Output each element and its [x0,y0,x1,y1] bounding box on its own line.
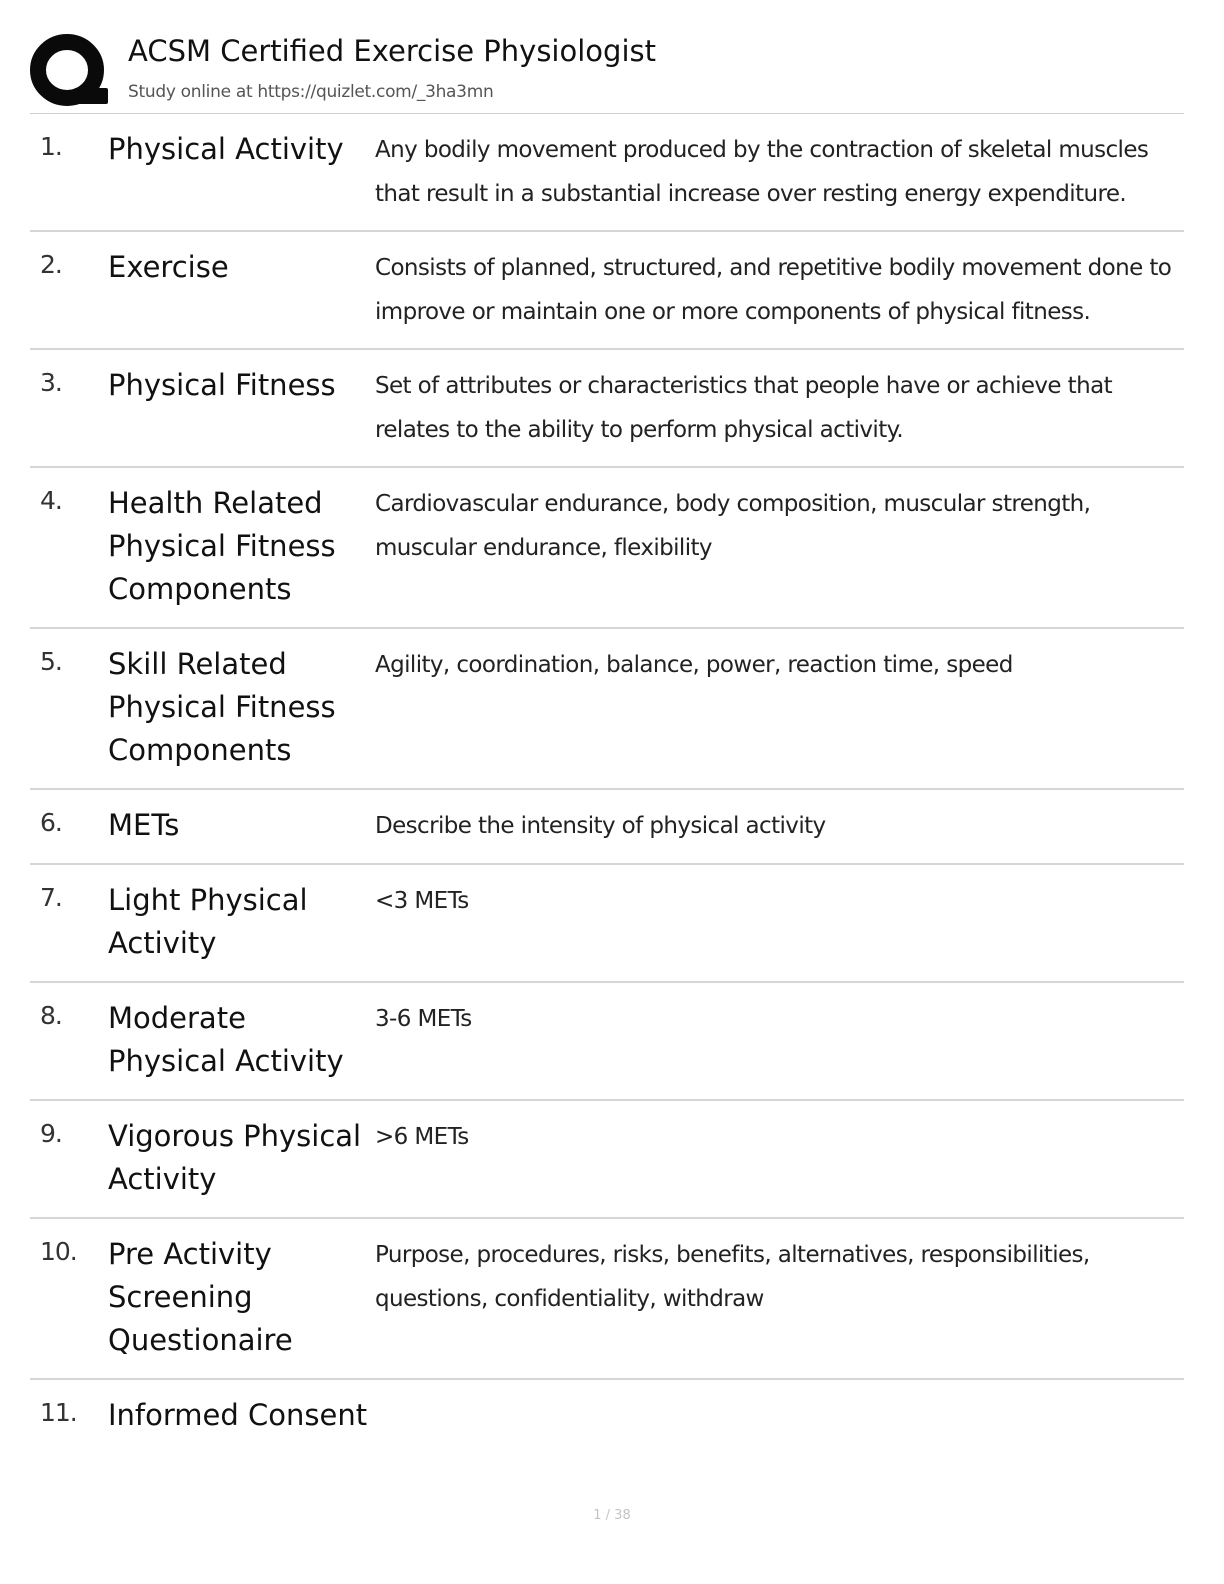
card-number: 2. [40,250,62,279]
card-number: 9. [40,1119,62,1148]
card-definition: Set of attributes or characteristics that people have or achieve that relates to the ability to perform physical activity. [375,373,1112,443]
flashcard-list [30,114,1184,1498]
card-number: 5. [40,647,62,676]
card-number: 11. [40,1398,77,1427]
card-term: METs [108,808,180,842]
card-number: 10. [40,1237,77,1266]
flashcard-row [30,865,1184,983]
card-number: 1. [40,132,62,161]
card-definition: Agility, coordination, balance, power, reaction time, speed [375,652,1013,678]
card-number: 6. [40,808,62,837]
flashcard-row [30,468,1184,629]
card-number: 3. [40,368,62,397]
quizlet-logo-icon [30,32,110,110]
card-term: Skill Related Physical Fitness Components [108,647,336,767]
card-definition: >6 METs [375,1124,469,1150]
card-definition: <3 METs [375,888,469,914]
card-term: Moderate Physical Activity [108,1001,344,1078]
card-definition: Any bodily movement produced by the contraction of skeletal muscles that result in a substantial increase over resting energy expenditure. [375,137,1149,207]
card-definition: Purpose, procedures, risks, benefits, alternatives, responsibilities, questions, confidentiality, withdraw [375,1242,1090,1312]
page-title: ACSM Certified Exercise Physiologist [128,34,656,68]
flashcard-row [30,350,1184,468]
card-number: 4. [40,486,62,515]
card-term: Informed Consent [108,1398,368,1432]
flashcard-row [30,1380,1184,1498]
card-term: Vigorous Physical Activity [108,1119,362,1196]
flashcard-row [30,232,1184,350]
card-term: Physical Fitness [108,368,336,402]
card-term: Physical Activity [108,132,344,166]
card-term: Health Related Physical Fitness Components [108,486,336,606]
card-term: Light Physical Activity [108,883,308,960]
flashcard-row [30,629,1184,790]
flashcard-row [30,790,1184,865]
card-definition: Describe the intensity of physical activity [375,813,826,839]
card-term: Pre Activity Screening Questionaire [108,1237,293,1357]
page-number: 1 / 38 [593,1508,631,1523]
card-definition: Consists of planned, structured, and repetitive bodily movement done to improve or maintain one or more components of physical fitness. [375,255,1172,325]
flashcard-row [30,1101,1184,1219]
study-link-text[interactable]: Study online at https://quizlet.com/_3ha3mn [128,82,494,102]
card-definition: 3-6 METs [375,1006,472,1032]
card-number: 7. [40,883,62,912]
card-definition: Cardiovascular endurance, body composition, muscular strength, muscular endurance, flexibility [375,491,1091,561]
flashcard-row [30,114,1184,232]
flashcard-row [30,1219,1184,1380]
card-term: Exercise [108,250,229,284]
page-header [30,28,1184,114]
card-number: 8. [40,1001,62,1030]
flashcard-row [30,983,1184,1101]
